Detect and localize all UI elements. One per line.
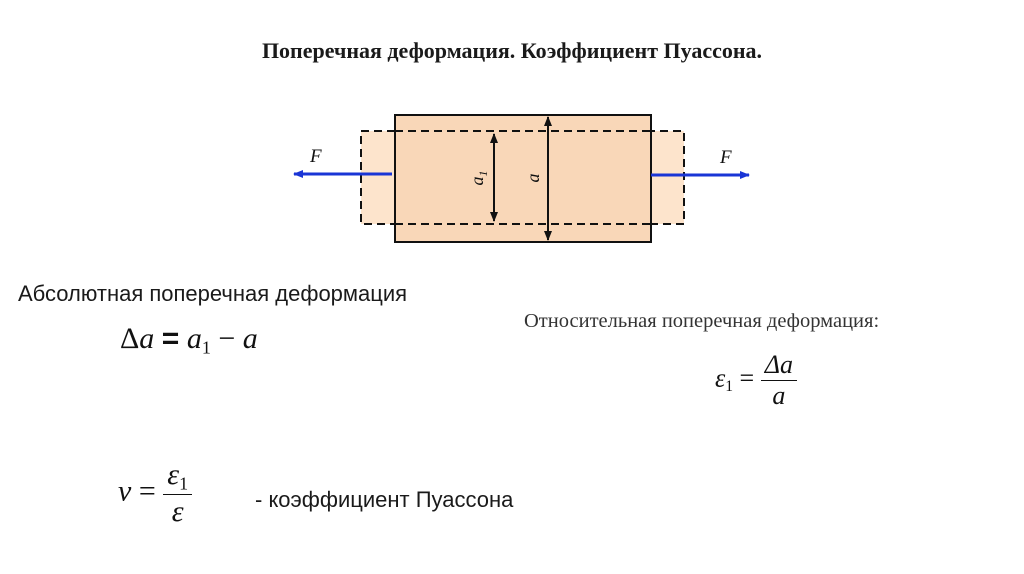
- relative-fraction: $\frac{\Delta a}{a}$: [761, 350, 797, 411]
- dim-inner-label: $a_1$: [467, 170, 490, 186]
- dim-outer-label: a: [523, 173, 543, 183]
- absolute-formula: $\Delta a = a_1 - a$: [120, 322, 258, 358]
- relative-deformation-label: Относительная поперечная деформация:: [524, 310, 880, 332]
- poisson-label: - коэффициент Пуассона: [255, 487, 514, 512]
- page-title: Поперечная деформация. Коэффициент Пуассона.: [261, 38, 763, 63]
- poisson-formula: ν = $\frac{\varepsilon_1}{\varepsilon}$: [118, 458, 192, 529]
- force-label-left: F: [310, 146, 322, 167]
- absolute-deformation-label: Абсолютная поперечная деформация: [18, 281, 408, 306]
- force-label-right: F: [720, 147, 732, 168]
- relative-formula: $\varepsilon_1$ = $\frac{\Delta a}{a}$: [715, 350, 797, 411]
- poisson-fraction: $\frac{\varepsilon_1}{\varepsilon}$: [163, 458, 192, 529]
